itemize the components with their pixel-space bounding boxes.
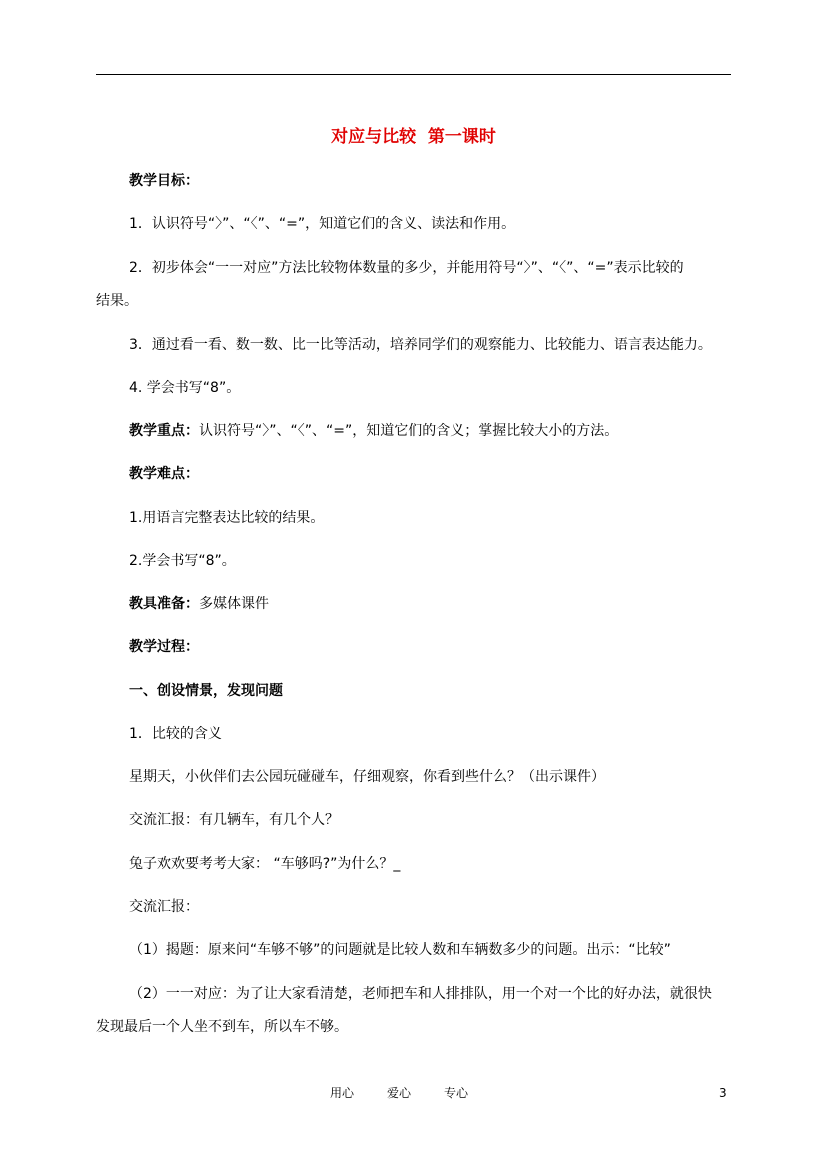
footer-item-1: 用心 (330, 1086, 355, 1100)
key-points-label: 教学重点： (129, 423, 199, 439)
objective-3: 3．通过看一看、数一数、比一比等活动，培养同学们的观察能力、比较能力、语言表达能力。 (129, 337, 712, 353)
materials-text: 多媒体课件 (199, 596, 269, 612)
objective-2: 2．初步体会“一一对应”方法比较物体数量的多少，并能用符号“〉”、“〈”、“=”表示比较的 (129, 260, 684, 276)
document-title: 对应与比较 第一课时 (331, 127, 496, 147)
objective-2-cont: 结果。 (96, 293, 138, 309)
materials-line (129, 594, 769, 614)
materials-label: 教具准备： (129, 596, 199, 612)
section-heading-difficulties: 教学难点： (129, 466, 199, 482)
paragraph-scene: 星期天，小伙伴们去公园玩碰碰车，仔细观察，你看到些什么？（出示课件） (129, 769, 605, 785)
paragraph-question: 兔子欢欢要考考大家： “车够吗?”为什么？_ (129, 856, 401, 872)
paragraph-item-2: （2）一一对应：为了让大家看清楚，老师把车和人排排队，用一个对一个比的好办法，就很快 (129, 986, 712, 1002)
key-points-line (129, 421, 769, 441)
section-heading-process: 教学过程： (129, 639, 199, 655)
footer-item-2: 爱心 (387, 1086, 412, 1100)
paragraph-report-2: 交流汇报： (129, 899, 199, 915)
header-rule (96, 74, 731, 75)
page-number: 3 (719, 1086, 727, 1100)
subsection-heading-1: 一、创设情景，发现问题 (129, 683, 283, 699)
objective-4: 4. 学会书写“8”。 (129, 380, 241, 396)
paragraph-item-2-cont: 发现最后一个人坐不到车，所以车不够。 (96, 1019, 348, 1035)
key-points-text: 认识符号“〉”、“〈”、“=”，知道它们的含义；掌握比较大小的方法。 (199, 423, 619, 439)
objective-1: 1．认识符号“〉”、“〈”、“=”，知道它们的含义、读法和作用。 (129, 216, 516, 232)
difficulty-1: 1.用语言完整表达比较的结果。 (129, 510, 325, 526)
paragraph-item-1: （1）揭题：原来问“车够不够”的问题就是比较人数和车辆数多少的问题。出示：“比较” (129, 942, 671, 958)
footer-item-3: 专心 (444, 1086, 469, 1100)
paragraph-report-1: 交流汇报：有几辆车，有几个人？ (129, 812, 339, 828)
step-1-title: 1．比较的含义 (129, 726, 222, 742)
difficulty-2: 2.学会书写“8”。 (129, 553, 236, 569)
section-heading-objectives: 教学目标： (129, 173, 199, 189)
